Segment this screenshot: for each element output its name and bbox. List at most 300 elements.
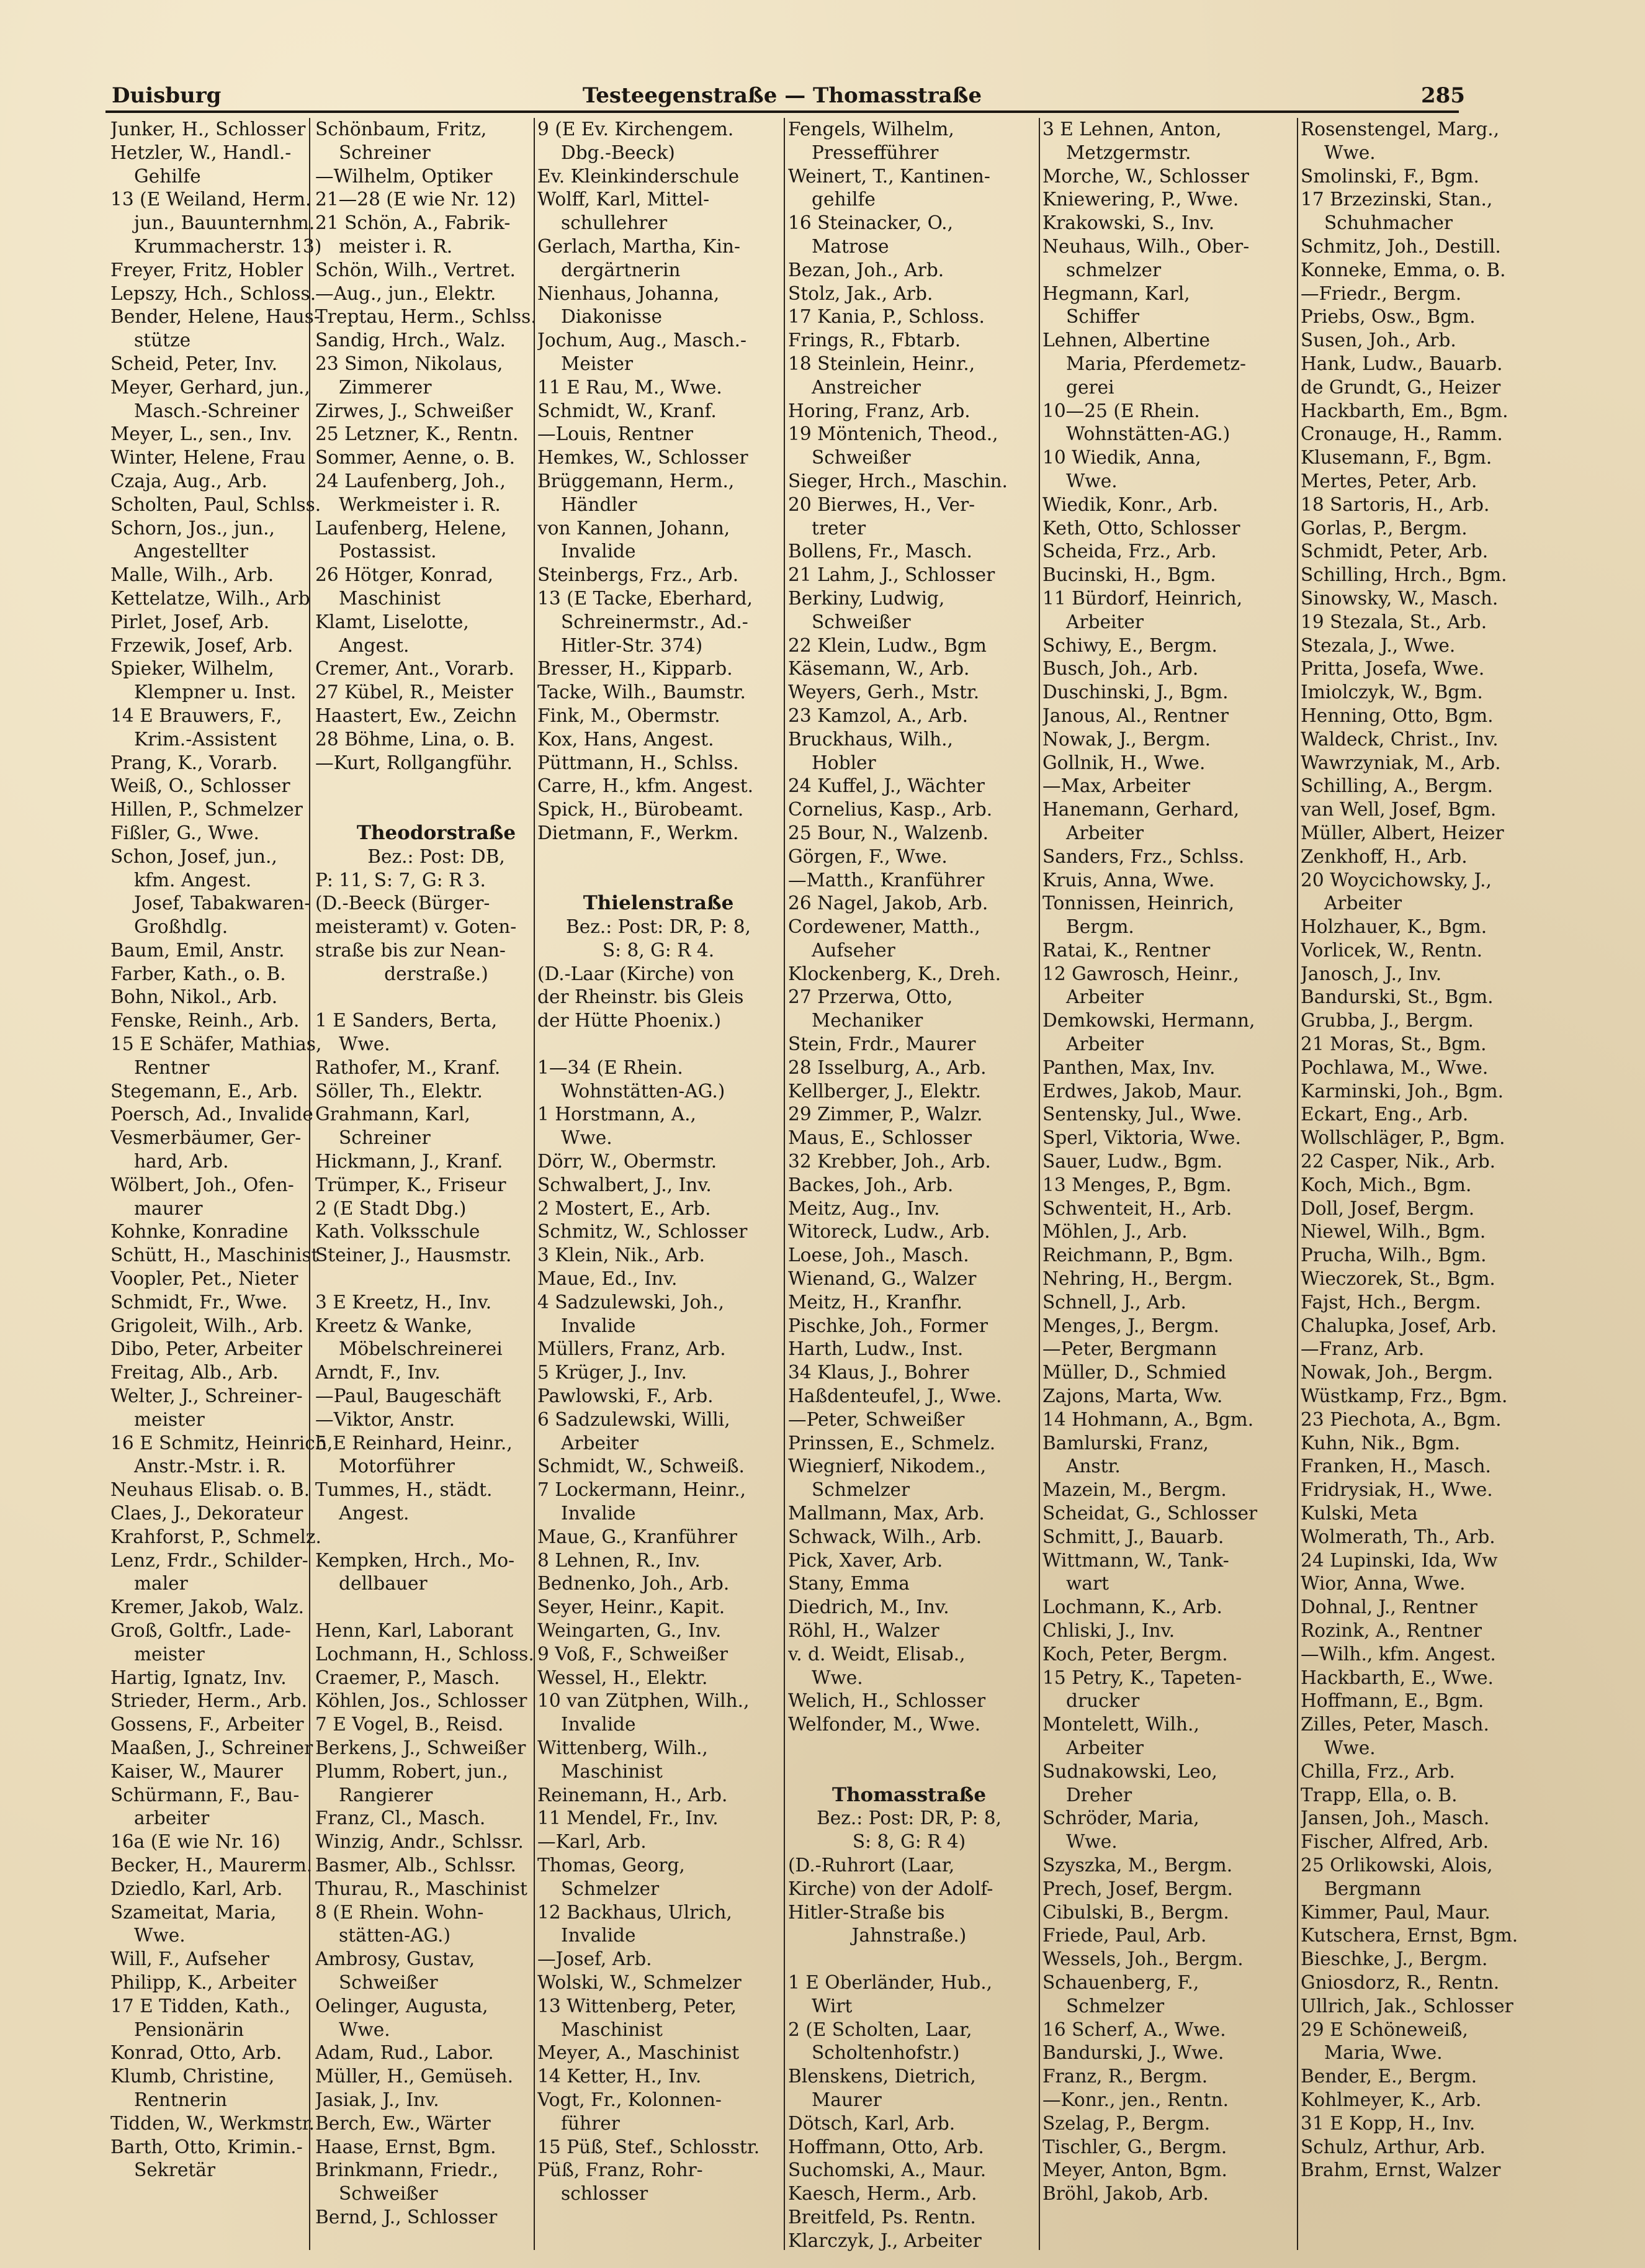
directory-entry: Konneke, Emma, o. B. <box>1301 259 1506 281</box>
directory-entry: Ambrosy, Gustav, <box>315 1948 475 1970</box>
directory-entry: —Kurt, Rollgangführ. <box>315 752 513 773</box>
directory-entry: Oelinger, Augusta, <box>315 1995 488 2017</box>
directory-entry: Vorlicek, W., Rentn. <box>1301 939 1483 961</box>
directory-entry: Schon, Josef, jun., <box>110 845 277 867</box>
directory-entry: Stany, Emma <box>788 1573 910 1595</box>
directory-entry: 11 E Rau, M., Wwe. <box>537 376 722 398</box>
directory-entry: Hetzler, W., Handl.- <box>110 142 292 163</box>
directory-entry: Kremer, Jakob, Walz. <box>110 1596 305 1618</box>
directory-entry: 17 Brzezinski, Stan., <box>1301 189 1493 210</box>
directory-entry: Eckart, Eng., Arb. <box>1301 1104 1469 1125</box>
directory-entry: Plumm, Robert, jun., <box>315 1760 508 1782</box>
directory-entry: Wolmerath, Th., Arb. <box>1301 1526 1495 1547</box>
directory-continuation: Motorführer <box>339 1456 455 1477</box>
directory-continuation: Arbeiter <box>1066 1737 1144 1758</box>
directory-entry: Cordewener, Matth., <box>788 916 980 938</box>
directory-entry: Hoffmann, E., Bgm. <box>1301 1690 1484 1712</box>
directory-entry: Wölbert, Joh., Ofen- <box>110 1174 294 1195</box>
directory-spacer <box>315 986 557 1009</box>
directory-entry: Henn, Karl, Laborant <box>315 1620 514 1641</box>
directory-entry: Basmer, Alb., Schlssr. <box>315 1854 516 1876</box>
directory-entry: Kimmer, Paul, Maur. <box>1301 1901 1490 1923</box>
directory-entry: Tummes, H., städt. <box>315 1479 493 1501</box>
directory-continuation: meister <box>134 1408 205 1430</box>
directory-entry: Schwenteit, H., Arb. <box>1042 1197 1232 1219</box>
directory-entry: 1 Horstmann, A., <box>537 1104 696 1125</box>
directory-entry: Wessel, H., Elektr. <box>537 1667 708 1688</box>
directory-entry: van Well, Josef, Bgm. <box>1301 799 1497 821</box>
directory-entry: Zenkhoff, H., Arb. <box>1301 845 1468 867</box>
directory-entry: 10—25 (E Rhein. <box>1042 400 1200 421</box>
directory-continuation: Werkmeister i. R. <box>339 493 501 515</box>
directory-entry: Schilling, Hrch., Bgm. <box>1301 564 1507 586</box>
directory-entry: Karminski, Joh., Bgm. <box>1301 1080 1504 1102</box>
directory-continuation: Schreinermstr., Ad.- <box>561 611 748 632</box>
directory-entry: Nowak, Joh., Bergm. <box>1301 1362 1494 1384</box>
directory-entry: Nienhaus, Johanna, <box>537 282 720 304</box>
directory-entry: 27 Przerwa, Otto, <box>788 986 953 1008</box>
directory-entry: Jasiak, J., Inv. <box>315 2089 439 2110</box>
directory-continuation: Wwe. <box>339 2018 390 2040</box>
directory-entry: 32 Krebber, Joh., Arb. <box>788 1151 991 1172</box>
directory-entry: Tacke, Wilh., Baumstr. <box>537 682 746 703</box>
directory-continuation: Schuhmacher <box>1324 212 1453 234</box>
directory-entry: 31 E Kopp, H., Inv. <box>1301 2112 1476 2134</box>
directory-entry: 34 Klaus, J., Bohrer <box>788 1362 969 1384</box>
directory-entry: 7 Lockermann, Heinr., <box>537 1479 746 1501</box>
directory-entry: Hartig, Ignatz, Inv. <box>110 1667 287 1688</box>
directory-continuation: Anstr. <box>1066 1456 1121 1477</box>
directory-entry: Maaßen, J., Schreiner <box>110 1737 313 1758</box>
directory-entry: —Friedr., Bergm. <box>1301 282 1462 304</box>
directory-continuation: Bergmann <box>1324 1878 1422 1899</box>
column-6 <box>1301 118 1543 2182</box>
directory-entry: Meitz, H., Kranfhr. <box>788 1291 962 1313</box>
directory-continuation: Schmelzer <box>1066 1995 1165 2017</box>
directory-entry: Scheid, Peter, Inv. <box>110 353 278 374</box>
directory-entry: (D.-Beeck (Bürger- <box>315 893 490 914</box>
directory-entry: Käsemann, W., Arb. <box>788 658 970 680</box>
directory-entry: 3 Klein, Nik., Arb. <box>537 1244 706 1266</box>
directory-entry: 13 Menges, P., Bgm. <box>1042 1174 1232 1195</box>
directory-entry: Krahforst, P., Schmelz. <box>110 1526 321 1547</box>
directory-entry: v. d. Weidt, Elisab., <box>788 1643 966 1665</box>
directory-entry: Schulz, Arthur, Arb. <box>1301 2136 1486 2158</box>
directory-spacer <box>537 845 779 869</box>
directory-entry: Rathofer, M., Kranf. <box>315 1056 501 1078</box>
directory-spacer <box>788 1737 1030 1760</box>
directory-entry: Spick, H., Bürobeamt. <box>537 799 744 821</box>
directory-entry: Baum, Emil, Anstr. <box>110 939 285 961</box>
directory-continuation: dellbauer <box>339 1573 428 1595</box>
directory-entry: Loese, Joh., Masch. <box>788 1244 969 1266</box>
directory-entry: Gossens, F., Arbeiter <box>110 1714 304 1735</box>
directory-street-note: S: 8, G: R 4. <box>602 939 715 961</box>
directory-entry: 23 Kamzol, A., Arb. <box>788 704 969 726</box>
directory-entry: Neuhaus Elisab. o. B. <box>110 1479 310 1501</box>
directory-continuation: Invalide <box>561 1503 636 1524</box>
directory-entry: Pawlowski, F., Arb. <box>537 1385 714 1407</box>
directory-entry: Farber, Kath., o. B. <box>110 963 286 984</box>
directory-entry: 5 Krüger, J., Inv. <box>537 1362 687 1384</box>
directory-entry: Müller, Albert, Heizer <box>1301 822 1504 844</box>
directory-entry: Bender, E., Bergm. <box>1301 2066 1477 2087</box>
directory-entry: Schorn, Jos., jun., <box>110 517 275 539</box>
directory-entry: Haastert, Ew., Zeichn <box>315 704 517 726</box>
directory-continuation: Klempner u. Inst. <box>134 682 297 703</box>
directory-entry: Pischke, Joh., Former <box>788 1315 988 1336</box>
directory-entry: 21 Lahm, J., Schlosser <box>788 564 995 586</box>
directory-entry: Barth, Otto, Krimin.- <box>110 2136 303 2158</box>
street-heading: Thielenstraße <box>583 892 734 915</box>
directory-entry: Bruckhaus, Wilh., <box>788 728 953 750</box>
directory-entry: —Peter, Bergmann <box>1042 1338 1217 1360</box>
directory-entry: Steiner, J., Hausmstr. <box>315 1244 512 1266</box>
directory-entry: Pochlawa, M., Wwe. <box>1301 1056 1489 1078</box>
directory-entry: 25 Letzner, K., Rentn. <box>315 423 519 445</box>
directory-continuation: Wirt <box>812 1995 853 2017</box>
directory-entry: Fenske, Reinh., Arb. <box>110 1010 300 1032</box>
directory-entry: Schwalbert, J., Inv. <box>537 1174 712 1195</box>
directory-entry: 8 Lehnen, R., Inv. <box>537 1549 701 1571</box>
directory-entry: 15 Petry, K., Tapeten- <box>1042 1667 1242 1688</box>
directory-entry: Busch, Joh., Arb. <box>1042 658 1199 680</box>
directory-spacer <box>315 775 557 798</box>
directory-entry: 8 (E Rhein. Wohn- <box>315 1901 484 1923</box>
directory-entry: Tischler, G., Bergm. <box>1042 2136 1227 2158</box>
directory-entry: —Josef, Arb. <box>537 1948 652 1970</box>
directory-entry: Klusemann, F., Bgm. <box>1301 447 1492 469</box>
directory-entry: Wittenberg, Wilh., <box>537 1737 708 1758</box>
directory-entry: von Kannen, Johann, <box>537 517 730 539</box>
directory-entry: 4 Sadzulewski, Joh., <box>537 1291 725 1313</box>
directory-entry: 16 Scherf, A., Wwe. <box>1042 2018 1226 2040</box>
directory-entry: 19 Stezala, St., Arb. <box>1301 611 1487 632</box>
directory-entry: 22 Klein, Ludw., Bgm <box>788 634 987 656</box>
directory-entry: Schmidt, W., Kranf. <box>537 400 717 421</box>
directory-entry: Berkiny, Ludwig, <box>788 587 945 609</box>
directory-entry: Ratai, K., Rentner <box>1042 939 1211 961</box>
directory-entry: Sentensky, Jul., Wwe. <box>1042 1104 1242 1125</box>
directory-continuation: Wwe. <box>561 1127 612 1149</box>
directory-entry: Sommer, Aenne, o. B. <box>315 447 516 469</box>
directory-entry: 11 Mendel, Fr., Inv. <box>537 1807 719 1829</box>
directory-entry: Friede, Paul, Arb. <box>1042 1925 1207 1946</box>
directory-spacer <box>537 869 779 893</box>
directory-continuation: Angest. <box>339 634 410 656</box>
directory-continuation: jun., Bauunternhm. <box>134 212 315 234</box>
directory-entry: Schiwy, E., Bergm. <box>1042 634 1217 656</box>
directory-entry: Dziedlo, Karl, Arb. <box>110 1878 283 1899</box>
directory-entry: Stolz, Jak., Arb. <box>788 282 933 304</box>
directory-entry: —Konr., jen., Rentn. <box>1042 2089 1229 2110</box>
directory-entry: Ullrich, Jak., Schlosser <box>1301 1995 1513 2017</box>
column-divider <box>1039 118 1040 2250</box>
directory-entry: 28 Böhme, Lina, o. B. <box>315 728 515 750</box>
directory-continuation: Matrose <box>812 235 889 257</box>
directory-continuation: wart <box>1066 1573 1109 1595</box>
directory-entry: Sieger, Hrch., Maschin. <box>788 470 1008 492</box>
directory-continuation: Zimmerer <box>339 376 432 398</box>
directory-entry: Schütt, H., Maschinist <box>110 1244 319 1266</box>
directory-entry: Philipp, K., Arbeiter <box>110 1971 297 1993</box>
directory-continuation: Anstr.-Mstr. i. R. <box>134 1456 286 1477</box>
directory-entry: Niewel, Wilh., Bgm. <box>1301 1221 1486 1243</box>
directory-entry: Wior, Anna, Wwe. <box>1301 1573 1466 1595</box>
directory-entry: Hoffmann, Otto, Arb. <box>788 2136 984 2158</box>
directory-entry: Söller, Th., Elektr. <box>315 1080 483 1102</box>
directory-entry: Lochmann, H., Schloss. <box>315 1643 534 1665</box>
directory-continuation: Dreher <box>1066 1784 1132 1806</box>
directory-entry: Brüggemann, Herm., <box>537 470 735 492</box>
directory-continuation: Postassist. <box>339 541 437 562</box>
directory-entry: Püttmann, H., Schlss. <box>537 752 739 773</box>
directory-continuation: Großhdlg. <box>134 916 228 938</box>
directory-entry: Janosch, J., Inv. <box>1301 963 1442 984</box>
directory-entry: Bandurski, St., Bgm. <box>1301 986 1494 1008</box>
directory-entry: Schilling, A., Bergm. <box>1301 775 1493 797</box>
directory-entry: Brahm, Ernst, Walzer <box>1301 2159 1501 2181</box>
directory-continuation: Krim.-Assistent <box>134 728 277 750</box>
directory-continuation: Anstreicher <box>812 376 921 398</box>
directory-continuation: Arbeiter <box>1066 1033 1144 1055</box>
directory-continuation: Schweißer <box>812 447 911 469</box>
directory-entry: 9 Voß, F., Schweißer <box>537 1643 728 1665</box>
directory-entry: Szyszka, M., Bergm. <box>1042 1854 1233 1876</box>
header-city: Duisburg <box>112 83 222 108</box>
directory-entry: 16a (E wie Nr. 16) <box>110 1831 280 1853</box>
directory-entry: 22 Casper, Nik., Arb. <box>1301 1151 1496 1172</box>
directory-entry: Dörr, W., Obermstr. <box>537 1151 717 1172</box>
directory-entry: Kulski, Meta <box>1301 1503 1418 1524</box>
directory-entry: Schmitt, J., Bauarb. <box>1042 1526 1224 1547</box>
directory-entry: Zilles, Peter, Masch. <box>1301 1714 1489 1735</box>
directory-entry: Lochmann, K., Arb. <box>1042 1596 1222 1618</box>
directory-entry: Scheida, Frz., Arb. <box>1042 541 1217 562</box>
directory-entry: Junker, H., Schlosser <box>110 119 306 140</box>
directory-entry: Horing, Franz, Arb. <box>788 400 970 421</box>
directory-continuation: arbeiter <box>134 1807 210 1829</box>
directory-continuation: Angestellter <box>134 541 248 562</box>
directory-entry: Poersch, Ad., Invalide <box>110 1104 313 1125</box>
directory-entry: Priebs, Osw., Bgm. <box>1301 306 1476 328</box>
directory-entry: Schauenberg, F., <box>1042 1971 1199 1993</box>
directory-entry: Scholten, Paul, Schlss. <box>110 493 321 515</box>
directory-entry: Reinemann, H., Arb. <box>537 1784 728 1806</box>
directory-entry: 17 Kania, P., Schloss. <box>788 306 985 328</box>
directory-entry: Kirche) von der Adolf- <box>788 1878 993 1899</box>
directory-entry: Freitag, Alb., Arb. <box>110 1362 279 1384</box>
directory-continuation: Maria, Pferdemetz- <box>1066 353 1247 374</box>
directory-street-note: derstraße.) <box>384 963 488 984</box>
directory-entry: Imiolczyk, W., Bgm. <box>1301 682 1483 703</box>
directory-entry: Hitler-Straße bis <box>788 1901 945 1923</box>
directory-entry: Haßdenteufel, J., Wwe. <box>788 1385 1002 1407</box>
directory-continuation: Wwe. <box>812 1667 863 1688</box>
directory-entry: Neuhaus, Wilh., Ober- <box>1042 235 1250 257</box>
directory-entry: Szelag, P., Bergm. <box>1042 2112 1211 2134</box>
directory-entry: Wawrzyniak, M., Arb. <box>1301 752 1501 773</box>
directory-entry: 14 Ketter, H., Inv. <box>537 2066 702 2087</box>
directory-entry: 12 Gawrosch, Heinr., <box>1042 963 1239 984</box>
directory-entry: 14 Hohmann, A., Bgm. <box>1042 1408 1254 1430</box>
directory-entry: Dohnal, J., Rentner <box>1301 1596 1477 1618</box>
directory-entry: Wieczorek, St., Bgm. <box>1301 1268 1495 1290</box>
directory-entry: Adam, Rud., Labor. <box>315 2042 494 2064</box>
directory-entry: Rozink, A., Rentner <box>1301 1620 1482 1641</box>
directory-entry: 29 Zimmer, P., Walzr. <box>788 1104 983 1125</box>
directory-entry: Franken, H., Masch. <box>1301 1456 1491 1477</box>
directory-entry: Will, F., Aufseher <box>110 1948 270 1970</box>
directory-entry: Müller, H., Gemüseh. <box>315 2066 513 2087</box>
directory-continuation: Metzgermstr. <box>1066 142 1191 163</box>
directory-entry: Arndt, F., Inv. <box>315 1362 441 1384</box>
directory-continuation: Hobler <box>812 752 876 773</box>
directory-continuation: Arbeiter <box>1066 611 1144 632</box>
directory-entry: Kohlmeyer, K., Arb. <box>1301 2089 1482 2110</box>
directory-continuation: Wohnstätten-AG.) <box>561 1080 725 1102</box>
directory-continuation: schullehrer <box>561 212 668 234</box>
directory-entry: meisteramt) v. Goten- <box>315 916 517 938</box>
directory-entry: Cronauge, H., Ramm. <box>1301 423 1503 445</box>
directory-continuation: Invalide <box>561 1714 636 1735</box>
directory-entry: Bucinski, H., Bgm. <box>1042 564 1216 586</box>
directory-entry: Trümper, K., Friseur <box>315 1174 506 1195</box>
directory-entry: Demkowski, Hermann, <box>1042 1010 1255 1032</box>
directory-entry: Vesmerbäumer, Ger- <box>110 1127 302 1149</box>
column-divider <box>784 118 785 2250</box>
directory-entry: Frzewik, Josef, Arb. <box>110 634 294 656</box>
directory-entry: Lepszy, Hch., Schloss. <box>110 282 316 304</box>
directory-entry: Pick, Xaver, Arb. <box>788 1549 943 1571</box>
directory-continuation: Gehilfe <box>134 165 201 187</box>
directory-entry: Hanemann, Gerhard, <box>1042 799 1240 821</box>
street-heading: Thomasstraße <box>831 1783 987 1806</box>
directory-entry: Kutschera, Ernst, Bgm. <box>1301 1925 1518 1946</box>
directory-entry: Hegmann, Karl, <box>1042 282 1190 304</box>
directory-continuation: gerei <box>1066 376 1114 398</box>
directory-entry: Kaesch, Herm., Arb. <box>788 2183 977 2205</box>
directory-entry: Voopler, Pet., Nieter <box>110 1268 298 1290</box>
directory-continuation: Wwe. <box>1066 1831 1118 1853</box>
directory-entry: 24 Lupinski, Ida, Ww <box>1301 1549 1498 1571</box>
directory-entry: 11 Bürdorf, Heinrich, <box>1042 587 1243 609</box>
directory-entry: Doll, Josef, Bergm. <box>1301 1197 1475 1219</box>
directory-continuation: dergärtnerin <box>561 259 681 281</box>
directory-entry: Rosenstengel, Marg., <box>1301 119 1500 140</box>
directory-entry: Diedrich, M., Inv. <box>788 1596 949 1618</box>
directory-entry: Bamlurski, Franz, <box>1042 1432 1209 1454</box>
directory-entry: Prang, K., Vorarb. <box>110 752 278 773</box>
directory-entry: Grahmann, Karl, <box>315 1104 470 1125</box>
directory-entry: Berkens, J., Schweißer <box>315 1737 526 1758</box>
directory-entry: Lenz, Frdr., Schilder- <box>110 1549 308 1571</box>
directory-entry: Kox, Hans, Angest. <box>537 728 714 750</box>
directory-entry: Pritta, Josefa, Wwe. <box>1301 658 1485 680</box>
directory-entry: Czaja, Aug., Arb. <box>110 470 267 492</box>
directory-continuation: Arbeiter <box>561 1432 639 1454</box>
directory-entry: Jansen, Joh., Masch. <box>1301 1807 1490 1829</box>
header-rule <box>105 110 1459 113</box>
directory-continuation: Wwe. <box>1066 470 1118 492</box>
directory-continuation: Angest. <box>339 1503 410 1524</box>
directory-entry: Prucha, Wilh., Bgm. <box>1301 1244 1487 1266</box>
directory-entry: 7 E Vogel, B., Reisd. <box>315 1714 504 1735</box>
directory-entry: Görgen, F., Wwe. <box>788 845 948 867</box>
directory-street-note: S: 8, G: R 4) <box>852 1831 966 1853</box>
directory-entry: Craemer, P., Masch. <box>315 1667 500 1688</box>
directory-entry: Stein, Frdr., Maurer <box>788 1033 976 1055</box>
directory-continuation: Wwe. <box>339 1033 390 1055</box>
directory-continuation: Maurer <box>812 2089 882 2110</box>
directory-entry: Müllers, Franz, Arb. <box>537 1338 726 1360</box>
directory-continuation: Dbg.-Beeck) <box>561 142 675 163</box>
directory-spacer <box>788 1760 1030 1784</box>
directory-continuation: schlosser <box>561 2183 648 2205</box>
directory-entry: Witoreck, Ludw., Arb. <box>788 1221 990 1243</box>
directory-entry: Koch, Mich., Bgm. <box>1301 1174 1472 1195</box>
directory-entry: 2 (E Stadt Dbg.) <box>315 1197 467 1219</box>
directory-entry: Bröhl, Jakob, Arb. <box>1042 2183 1209 2205</box>
directory-entry: Fißler, G., Wwe. <box>110 822 259 844</box>
directory-entry: 13 (E Weiland, Herm. <box>110 189 312 210</box>
directory-entry: Bednenko, Joh., Arb. <box>537 1573 730 1595</box>
directory-entry: Fajst, Hch., Bergm. <box>1301 1291 1481 1313</box>
directory-entry: Welfonder, M., Wwe. <box>788 1714 981 1735</box>
directory-entry: Möhlen, J., Arb. <box>1042 1221 1188 1243</box>
directory-entry: Panthen, Max, Inv. <box>1042 1056 1216 1078</box>
directory-entry: Susen, Joh., Arb. <box>1301 330 1456 351</box>
directory-continuation: Pressefführer <box>812 142 939 163</box>
directory-entry: Röhl, H., Walzer <box>788 1620 939 1641</box>
directory-entry: 3 E Kreetz, H., Inv. <box>315 1291 492 1313</box>
directory-entry: 14 E Brauwers, F., <box>110 704 282 726</box>
directory-entry: Bandurski, J., Wwe. <box>1042 2042 1224 2064</box>
directory-continuation: Rentnerin <box>134 2089 227 2110</box>
header-page-number: 285 <box>1421 83 1465 108</box>
directory-entry: Wiegnierf, Nikodem., <box>788 1456 987 1477</box>
directory-entry: Dibo, Peter, Arbeiter <box>110 1338 302 1360</box>
directory-entry: Weingarten, G., Inv. <box>537 1620 722 1641</box>
directory-entry: Brinkmann, Friedr., <box>315 2159 499 2181</box>
directory-entry: Kuhn, Nik., Bgm. <box>1301 1432 1461 1454</box>
directory-entry: Bernd, J., Schlosser <box>315 2206 498 2228</box>
directory-entry: 23 Simon, Nikolaus, <box>315 353 503 374</box>
directory-entry: Klumb, Christine, <box>110 2066 275 2087</box>
directory-entry: Meyer, Anton, Bgm. <box>1042 2159 1227 2181</box>
directory-continuation: meister <box>134 1643 205 1665</box>
directory-entry: 19 Möntenich, Theod., <box>788 423 998 445</box>
directory-continuation: maler <box>134 1573 188 1595</box>
directory-continuation: Maschinist <box>561 2018 663 2040</box>
directory-entry: 25 Orlikowski, Alois, <box>1301 1854 1493 1876</box>
directory-continuation: Mechaniker <box>812 1010 923 1032</box>
directory-continuation: führer <box>561 2112 620 2134</box>
column-2 <box>315 118 557 2230</box>
directory-continuation: Meister <box>561 353 634 374</box>
directory-entry: Hackbarth, E., Wwe. <box>1301 1667 1494 1688</box>
directory-entry: —Peter, Schweißer <box>788 1408 965 1430</box>
directory-entry: Klarczyk, J., Arbeiter <box>788 2230 982 2251</box>
directory-spacer <box>315 1596 557 1619</box>
directory-entry: Schürmann, F., Bau- <box>110 1784 300 1806</box>
directory-entry: Henning, Otto, Bgm. <box>1301 704 1494 726</box>
directory-entry: Weiß, O., Schlosser <box>110 775 290 797</box>
directory-entry: 24 Kuffel, J., Wächter <box>788 775 985 797</box>
directory-entry: Köhlen, Jos., Schlosser <box>315 1690 527 1712</box>
directory-entry: 13 (E Tacke, Eberhard, <box>537 587 753 609</box>
directory-entry: Klamt, Liselotte, <box>315 611 469 632</box>
